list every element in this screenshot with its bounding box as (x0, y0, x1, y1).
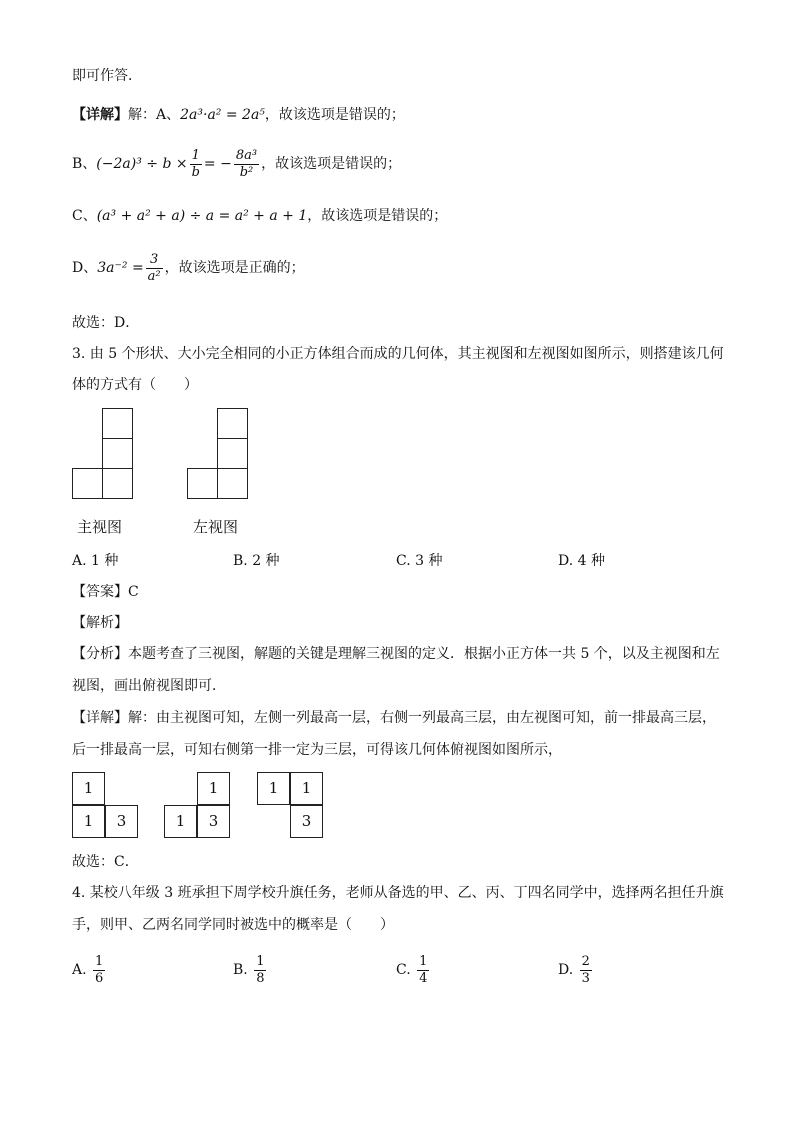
left-view-label: 左视图 (193, 518, 239, 536)
math-expr: 2a³·a² = 2a⁵ (180, 107, 265, 123)
fraction: $\frac{1}{b}$ (191, 147, 200, 180)
fraction: $\frac{\text{8a³}}{\text{b²}}$ (235, 147, 258, 180)
q4-text: 手，则甲、乙两名同学同时被选中的概率是（ ） (72, 917, 394, 933)
analysis-tag: 【解析】 (72, 615, 128, 631)
math-expr: (a³ + a² + a) ÷ a = a² + a + 1 (96, 208, 308, 224)
q3-text: 体的方式有（ ） (72, 377, 198, 393)
q4-option-b: B. $\frac{1}{8}$ (233, 953, 265, 986)
fraction: $\frac{1}{4}$ (419, 953, 428, 986)
option-a: A. 1 种 (72, 553, 119, 569)
math-expr: = − (203, 156, 232, 172)
xiangjie-line: 后一排最高一层，可知右侧第一排一定为三层，可得该几何体俯视图如图所示， (72, 742, 562, 758)
fenxi-line: 视图，画出俯视图即可． (72, 678, 226, 694)
xiangjie-line: 【详解】解：由主视图可知，左侧一列最高一层，右侧一列最高三层，由左视图可知，前一排最高三层， (72, 710, 716, 726)
detail-line-b (72, 146, 401, 182)
front-view-label: 主视图 (77, 518, 123, 536)
fenxi-line: 【分析】本题考查了三视图，解题的关键是理解三视图的定义．根据小正方体一共 5 个，以及主视图和左 (72, 646, 720, 662)
math-expr: 3a⁻² = (97, 260, 144, 276)
choose-line: 故选：D． (72, 315, 140, 331)
detail-a-suffix: ，故该选项是错误的； (264, 107, 405, 123)
fraction: $\frac{1}{6}$ (95, 953, 104, 986)
option-b-prefix: B、 (72, 156, 97, 172)
fraction: $\frac{3}{\text{a²}}$ (147, 251, 161, 284)
choose-line: 故选：C． (72, 854, 139, 870)
detail-line-d (72, 250, 305, 286)
detail-a-prefix: 解：A、 (128, 107, 181, 123)
option-d: D. 4 种 (558, 553, 605, 569)
answer-line: 【答案】C (72, 584, 139, 600)
detail-tag: 【详解】 (72, 107, 128, 123)
option-c-suffix: ，故该选项是错误的； (307, 208, 448, 224)
detail-line-a (72, 106, 405, 124)
option-c-prefix: C、 (72, 208, 97, 224)
option-c: C. 3 种 (396, 553, 443, 569)
option-d-prefix: D、 (72, 260, 98, 276)
q4-option-a: A. $\frac{1}{6}$ (72, 953, 104, 986)
option-b-suffix: ，故该选项是错误的； (261, 156, 402, 172)
fraction: $\frac{2}{3}$ (581, 953, 590, 986)
q4-text: 4. 某校八年级 3 班承担下周学校升旗任务，老师从备选的甲、乙、丙、丁四名同学中，选择两名担任升旗 (72, 885, 724, 901)
q4-option-c: C. $\frac{1}{4}$ (396, 953, 428, 986)
q3-text: 3. 由 5 个形状、大小完全相同的小正方体组合而成的几何体，其主视图和左视图如图所示，则搭建该几何 (72, 346, 724, 362)
math-expr: (−2a)³ ÷ b × (96, 156, 188, 172)
detail-line-c (72, 207, 447, 225)
q4-option-d: D. $\frac{2}{3}$ (558, 953, 590, 986)
option-b: B. 2 种 (233, 553, 280, 569)
option-d-suffix: ，故该选项是正确的； (164, 260, 305, 276)
text-line: 即可作答． (72, 68, 142, 84)
fraction: $\frac{1}{8}$ (256, 953, 265, 986)
